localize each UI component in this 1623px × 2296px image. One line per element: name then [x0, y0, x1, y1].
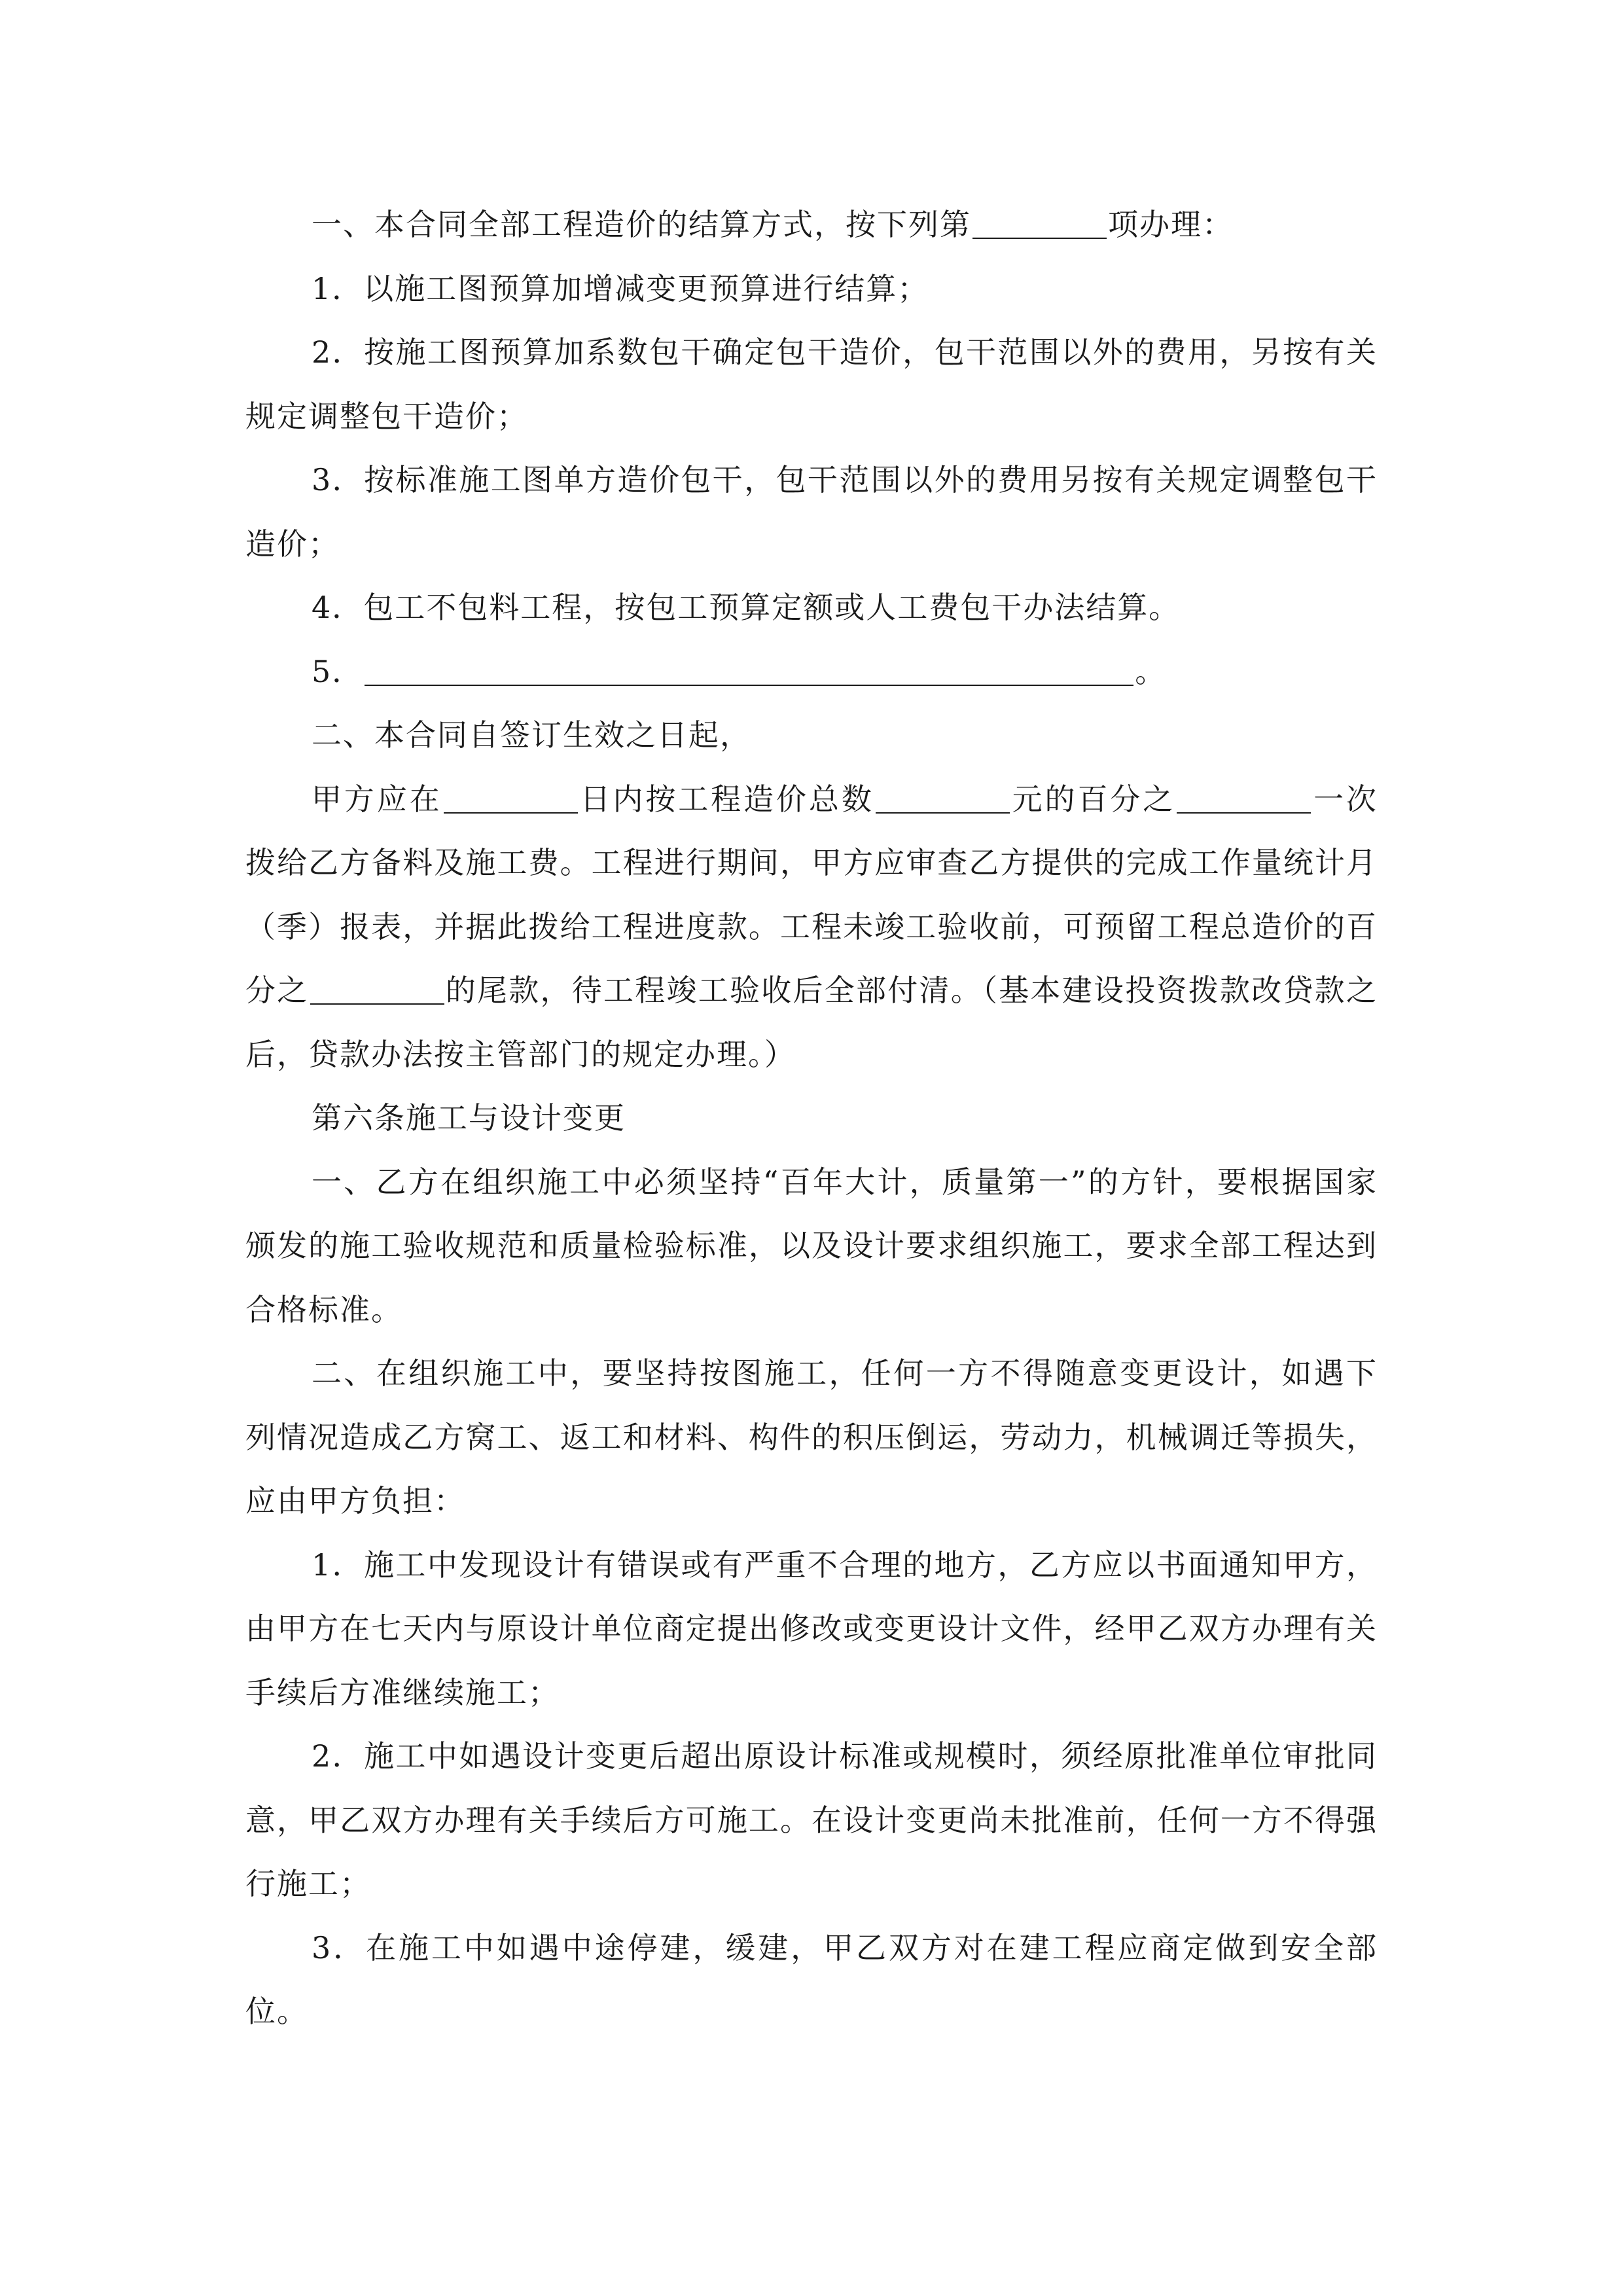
blank-field[interactable] [365, 655, 1133, 686]
paragraph-design-change [245, 1342, 1378, 1534]
paragraph-item-3 [245, 448, 1378, 576]
paragraph-change-item-3 [245, 1916, 1378, 2044]
paragraph-change-item-2 [245, 1725, 1378, 1916]
paragraph-item-2 [245, 321, 1378, 448]
text-run: 日内按工程造价总数 [579, 781, 874, 817]
text-run: 的尾款，待工程竣工验收后全部付清。（基本建设投资拨款改贷款之后，贷款办法按主管部门的规定办理。） [245, 973, 1378, 1072]
text-run: 3．按标准施工图单方造价包干，包干范围以外的费用另按有关规定调整包干造价； [245, 462, 1378, 562]
text-run: 元的百分之 [1010, 781, 1176, 817]
text-run: 4．包工不包料工程，按包工预算定额或人工费包干办法结算。 [312, 590, 1181, 625]
paragraph-item-4 [245, 576, 1378, 640]
text-run: 项办理： [1108, 207, 1234, 242]
paragraph-settlement-method [245, 193, 1378, 257]
text-run: 5． [312, 653, 364, 689]
blank-field[interactable] [876, 782, 1010, 814]
paragraph-effective-date [245, 704, 1378, 768]
text-run: 甲方应在 [312, 781, 442, 817]
blank-field[interactable] [1177, 782, 1311, 814]
text-run: 2．施工中如遇设计变更后超出原设计标准或规模时，须经原批准单位审批同意，甲乙双方办理有关手续后方可施工。在设计变更尚未批准前，任何一方不得强行施工； [245, 1738, 1378, 1901]
text-run: 2．按施工图预算加系数包干确定包干造价，包干范围以外的费用，另按有关规定调整包干造价； [245, 334, 1378, 434]
section-heading-article-6 [245, 1086, 1378, 1151]
blank-field[interactable] [444, 782, 578, 814]
text-run: 1．施工中发现设计有错误或有严重不合理的地方，乙方应以书面通知甲方，由甲方在七天内与原设计单位商定提出修改或变更设计文件，经甲乙双方办理有关手续后方准继续施工； [245, 1547, 1378, 1710]
paragraph-item-1 [245, 257, 1378, 321]
text-run: 1．以施工图预算加增减变更预算进行结算； [312, 270, 929, 306]
paragraph-payment-terms [245, 768, 1378, 1087]
paragraph-item-5 [245, 640, 1378, 704]
text-run: 二、在组织施工中，要坚持按图施工，任何一方不得随意变更设计，如遇下列情况造成乙方窝工、返工和材料、构件的积压倒运，劳动力，机械调迁等损失，应由甲方负担： [245, 1355, 1378, 1518]
text-run: 第六条施工与设计变更 [312, 1100, 626, 1136]
text-run: 一、本合同全部工程造价的结算方式，按下列第 [312, 207, 971, 242]
blank-field[interactable] [972, 207, 1107, 239]
text-run: 3．在施工中如遇中途停建，缓建，甲乙双方对在建工程应商定做到安全部位。 [245, 1929, 1378, 2029]
text-run: 二、本合同自签订生效之日起， [312, 717, 751, 753]
paragraph-change-item-1 [245, 1534, 1378, 1725]
paragraph-quality-policy [245, 1151, 1378, 1342]
text-run: 。 [1135, 653, 1167, 689]
blank-field[interactable] [310, 973, 444, 1005]
text-run: 一次拨给乙方备料及施工费。工程进行期间，甲方应审查乙方提供的完成工作量统计月（季）报表，并据此拨给工程进度款。工程未竣工验收前，可预留工程总造价的百分之 [245, 781, 1378, 1008]
contract-body [245, 193, 1378, 2044]
text-run: 一、乙方在组织施工中必须坚持“百年大计，质量第一”的方针，要根据国家颁发的施工验收规范和质量检验标准，以及设计要求组织施工，要求全部工程达到合格标准。 [245, 1164, 1378, 1327]
